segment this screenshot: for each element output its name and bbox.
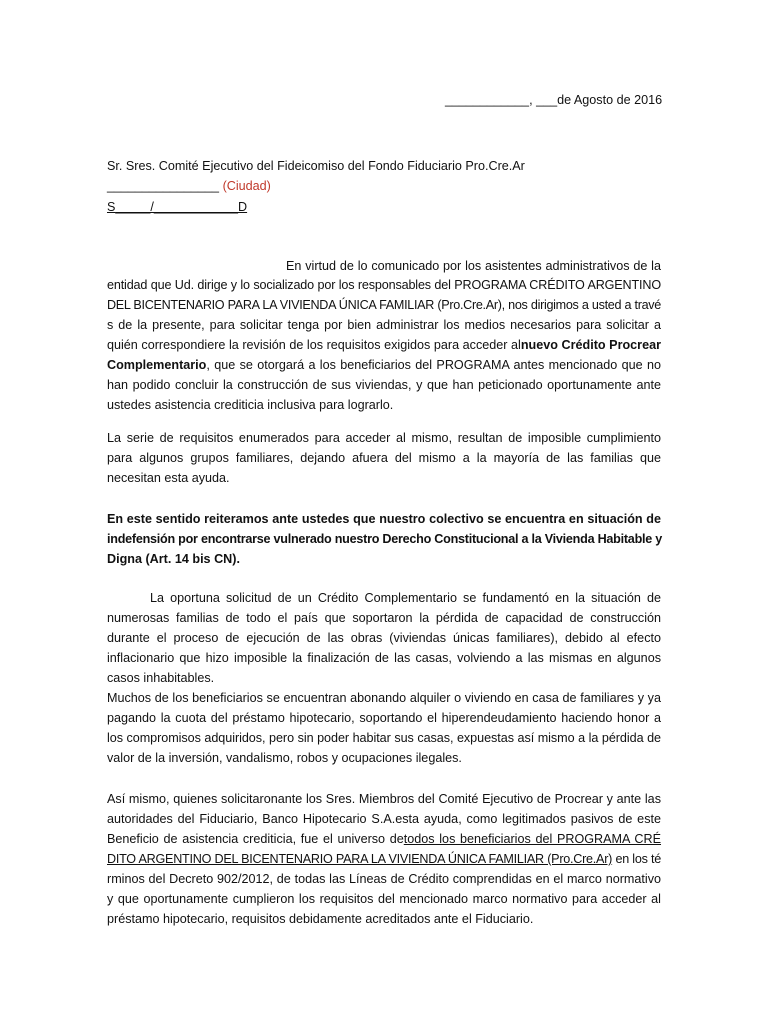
p5-line-3-text: Beneficio de asistencia crediticia, fue el universo de xyxy=(107,832,404,846)
p4-line-7: pagando la cuota del préstamo hipotecario, soportando el hiperendeudamiento haciendo honor a xyxy=(107,711,661,725)
p1-line-8: ustedes asistencia crediticia inclusiva para lograrlo. xyxy=(107,398,394,412)
p2-line-1: La serie de requisitos enumerados para acceder al mismo, resultan de imposible cumplimiento xyxy=(107,431,661,445)
date-city-blank: ____________ xyxy=(445,93,530,107)
p4-line-8: los compromisos adquiridos, pero sin poder habitar sus casas, expuestas así mismo a la pérdida de xyxy=(107,731,661,745)
date-separator: , xyxy=(529,93,537,107)
p5-program-name: todos los beneficiarios del PROGRAMA CRÉ xyxy=(403,832,662,846)
p1-credit-name-cont: Complementario xyxy=(107,358,207,372)
p1-line-3: DEL BICENTENARIO PARA LA VIVIENDA ÚNICA FAMILIAR (Pro.Cre.Ar), nos dirigimos a usted a travé xyxy=(107,298,661,312)
p5-line-1: Así mismo, quienes solicitaronante los Sres. Miembros del Comité Ejecutivo de Procrear y ante las xyxy=(107,792,661,806)
p1-line-7: han podido concluir la construcción de sus viviendas, y que han peticionado oportunamente ante xyxy=(107,378,661,392)
sd-line xyxy=(107,199,247,215)
p5-line-7: préstamo hipotecario, requisitos debidamente acreditados ante el Fiduciario. xyxy=(107,912,534,926)
p5-line-6: y que oportunamente cumplieron los requisitos del mencionado marco normativo para acceder al xyxy=(107,892,661,906)
p1-line-2: entidad que Ud. dirige y lo socializado por los responsables del PROGRAMA CRÉDITO ARGENTINO xyxy=(107,278,661,292)
p2-line-2: para algunos grupos familiares, dejando afuera del mismo a la mayoría de las familias que xyxy=(107,451,661,465)
p5-line-5: rminos del Decreto 902/2012, de todas las Líneas de Crédito comprendidas en el marco normativo xyxy=(107,872,661,886)
p5-program-name-cont: DITO ARGENTINO DEL BICENTENARIO PARA LA VIVIENDA ÚNICA FAMILIAR (Pro.Cre.Ar) xyxy=(107,852,613,866)
p4-line-6: Muchos de los beneficiarios se encuentran abonando alquiler o viviendo en casa de familiares y ya xyxy=(107,691,661,705)
p1-line-5 xyxy=(107,337,661,353)
p3-line-3: Digna (Art. 14 bis CN). xyxy=(107,552,240,566)
p5-line-3 xyxy=(107,831,661,847)
p5-line-4-text: en los té xyxy=(612,852,661,866)
date-day-blank: ___ xyxy=(536,93,558,107)
p4-line-4: inflacionario que hizo imposible la finalización de las casas, volviendo a las mismas en algunos xyxy=(107,651,661,665)
p1-line-6 xyxy=(107,357,661,373)
p4-line-2: numerosas familias de todo el país que soportaron la pérdida de capacidad de construcción xyxy=(107,611,661,625)
p2-line-3: necesitan esta ayuda. xyxy=(107,471,230,485)
p1-credit-name: nuevo Crédito Procrear xyxy=(520,338,661,352)
sd-s: S xyxy=(107,200,116,214)
p5-line-2: autoridades del Fiduciario, Banco Hipotecario S.A.esta ayuda, como legitimados pasivos de este xyxy=(107,812,661,826)
p1-line-1: En virtud de lo comunicado por los asistentes administrativos de la xyxy=(286,259,661,273)
p1-line-6-text: , que se otorgará a los beneficiarios del PROGRAMA antes mencionado que no xyxy=(206,358,661,372)
sd-middle: _____/____________ xyxy=(115,200,238,214)
city-label: (Ciudad) xyxy=(219,179,271,193)
p4-line-1: La oportuna solicitud de un Crédito Complementario se fundamentó en la situación de xyxy=(150,591,661,605)
p4-line-5: casos inhabitables. xyxy=(107,671,215,685)
recipient-city-line xyxy=(107,178,271,194)
date-text: de Agosto de 2016 xyxy=(557,93,663,107)
p5-line-4 xyxy=(107,851,661,867)
p1-line-5-text: quién correspondiere la revisión de los requisitos exigidos para acceder al xyxy=(107,338,521,352)
sd-d: D xyxy=(237,200,248,214)
p3-line-1: En este sentido reiteramos ante ustedes que nuestro colectivo se encuentra en situación de xyxy=(107,512,661,526)
p3-line-2: indefensión por encontrarse vulnerado nuestro Derecho Constitucional a la Vivienda Habitable y xyxy=(107,532,663,546)
p4-line-3: durante el proceso de ejecución de las obras (viviendas únicas familiares), debido al efecto xyxy=(107,631,661,645)
city-blank: ________________ xyxy=(107,179,220,193)
recipient-line: Sr. Sres. Comité Ejecutivo del Fideicomiso del Fondo Fiduciario Pro.Cre.Ar xyxy=(107,159,525,173)
p1-line-4: s de la presente, para solicitar tenga por bien administrar los medios necesarios para solicitar a xyxy=(107,318,661,332)
date-line xyxy=(445,92,662,108)
p4-line-9: valor de la inversión, vandalismo, robos y ocupaciones ilegales. xyxy=(107,751,462,765)
